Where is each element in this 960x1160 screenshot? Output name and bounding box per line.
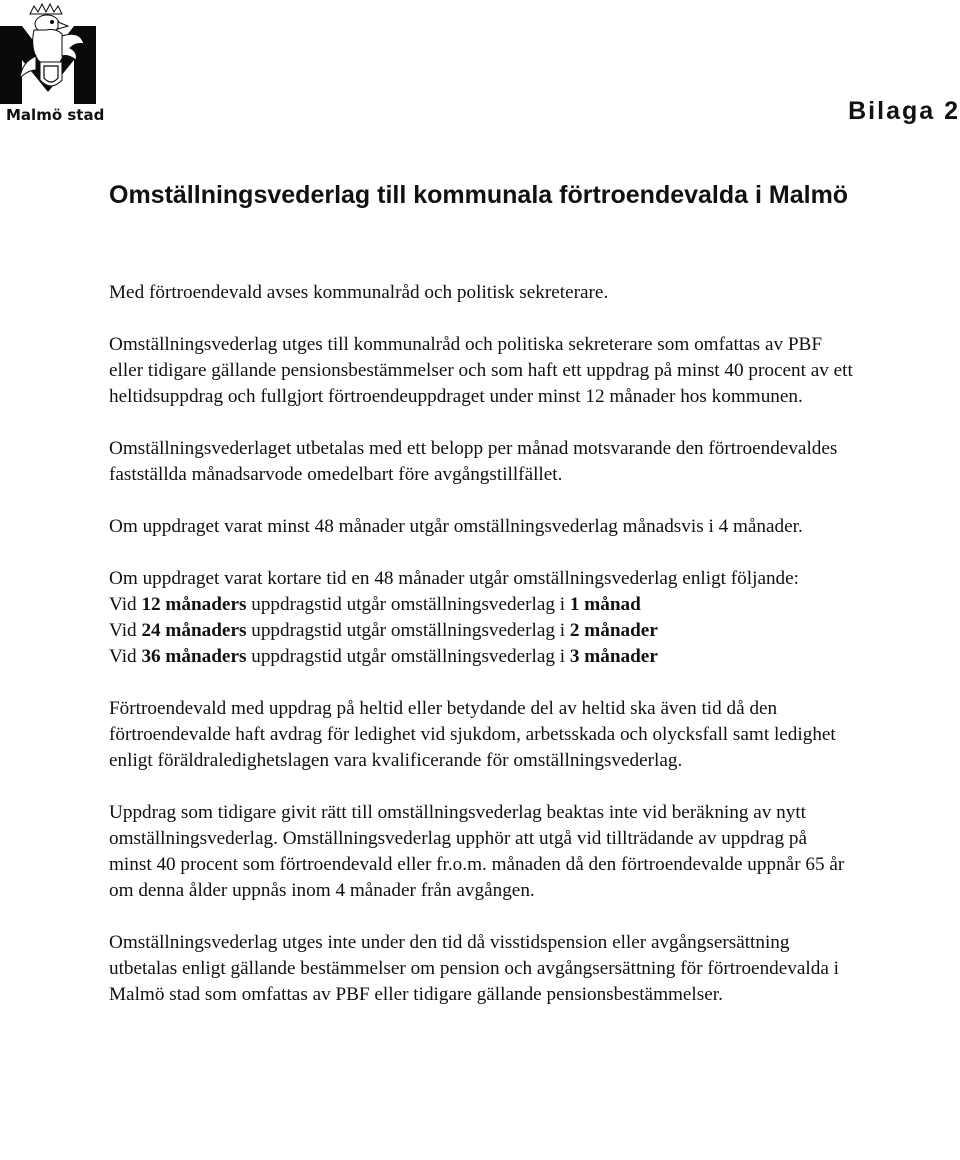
page-title: Omställningsvederlag till kommunala förtroendevalda i Malmö [109,181,849,209]
paragraph-shorter-term: Om uppdraget varat kortare tid en 48 månader utgår omställningsvederlag enligt följande: [109,568,799,589]
rule-text: uppdragstid utgår omställningsvederlag i [246,594,570,615]
rule-payout: 3 månader [569,646,658,667]
rule-duration: 24 månaders [141,620,247,641]
rule-duration: 36 månaders [141,646,247,667]
attachment-label: Bilaga 2 [848,97,960,125]
paragraph-definition: Med förtroendevald avses kommunalråd och politisk sekreterare. [109,282,609,303]
paragraph-exclusion: Omställningsvederlag utges inte under den tid då visstidspension eller avgångsersättning utbetalas enligt gällande bestämmelser om pension och avgångsersättning för förtroendevalda i Malmö stad som omfattas av PBF eller tidigare gällande pensionsbestämmelser. [109,932,839,1005]
rule-prefix: Vid [109,646,142,667]
rule-text: uppdragstid utgår omställningsvederlag i [246,646,570,667]
paragraph-payment: Omställningsvederlaget utbetalas med ett belopp per månad motsvarande den förtroendevaldes fastställda månadsarvode omedelbart före avgångstillfället. [109,438,838,485]
rule-prefix: Vid [109,620,142,641]
paragraph-eligibility: Omställningsvederlag utges till kommunalråd och politiska sekreterare som omfattas av PBF eller tidigare gällande pensionsbestämmelser och som haft ett uppdrag på minst 40 procent av ett heltidsuppdrag och fullgjort förtroendeuppdraget under minst 12 månader hos kommunen. [109,334,853,407]
rule-payout: 1 månad [569,594,641,615]
rule-prefix: Vid [109,594,142,615]
rule-payout: 2 månader [569,620,658,641]
rule-text: uppdragstid utgår omställningsvederlag i [246,620,570,641]
document-body [109,280,854,1034]
list-item [109,592,854,618]
logo-text: Malmö stad [6,106,105,124]
paragraph-qualifying-leave: Förtroendevald med uppdrag på heltid eller betydande del av heltid ska även tid då den förtroendevalde haft avdrag för ledighet vid sjukdom, arbetsskada och olycksfall samt ledighet enligt föräldraledighetslagen vara kvalificerande för omställningsvederlag. [109,698,836,771]
list-item [109,644,854,670]
malmo-stad-logo [0,0,105,130]
rule-duration: 12 månaders [141,594,247,615]
rules-list [109,592,854,670]
paragraph-termination: Uppdrag som tidigare givit rätt till omställningsvederlag beaktas inte vid beräkning av nytt omställningsvederlag. Omställningsvederlag upphör att utgå vid tillträdande av uppdrag på minst 40 procent som förtroendevald eller fr.o.m. månaden då den förtroendevalde uppnår 65 år om denna ålder uppnås inom 4 månader från avgången. [109,802,845,901]
coat-of-arms-icon [0,0,96,104]
paragraph-48-months: Om uppdraget varat minst 48 månader utgår omställningsvederlag månadsvis i 4 månader. [109,516,803,537]
list-item [109,618,854,644]
